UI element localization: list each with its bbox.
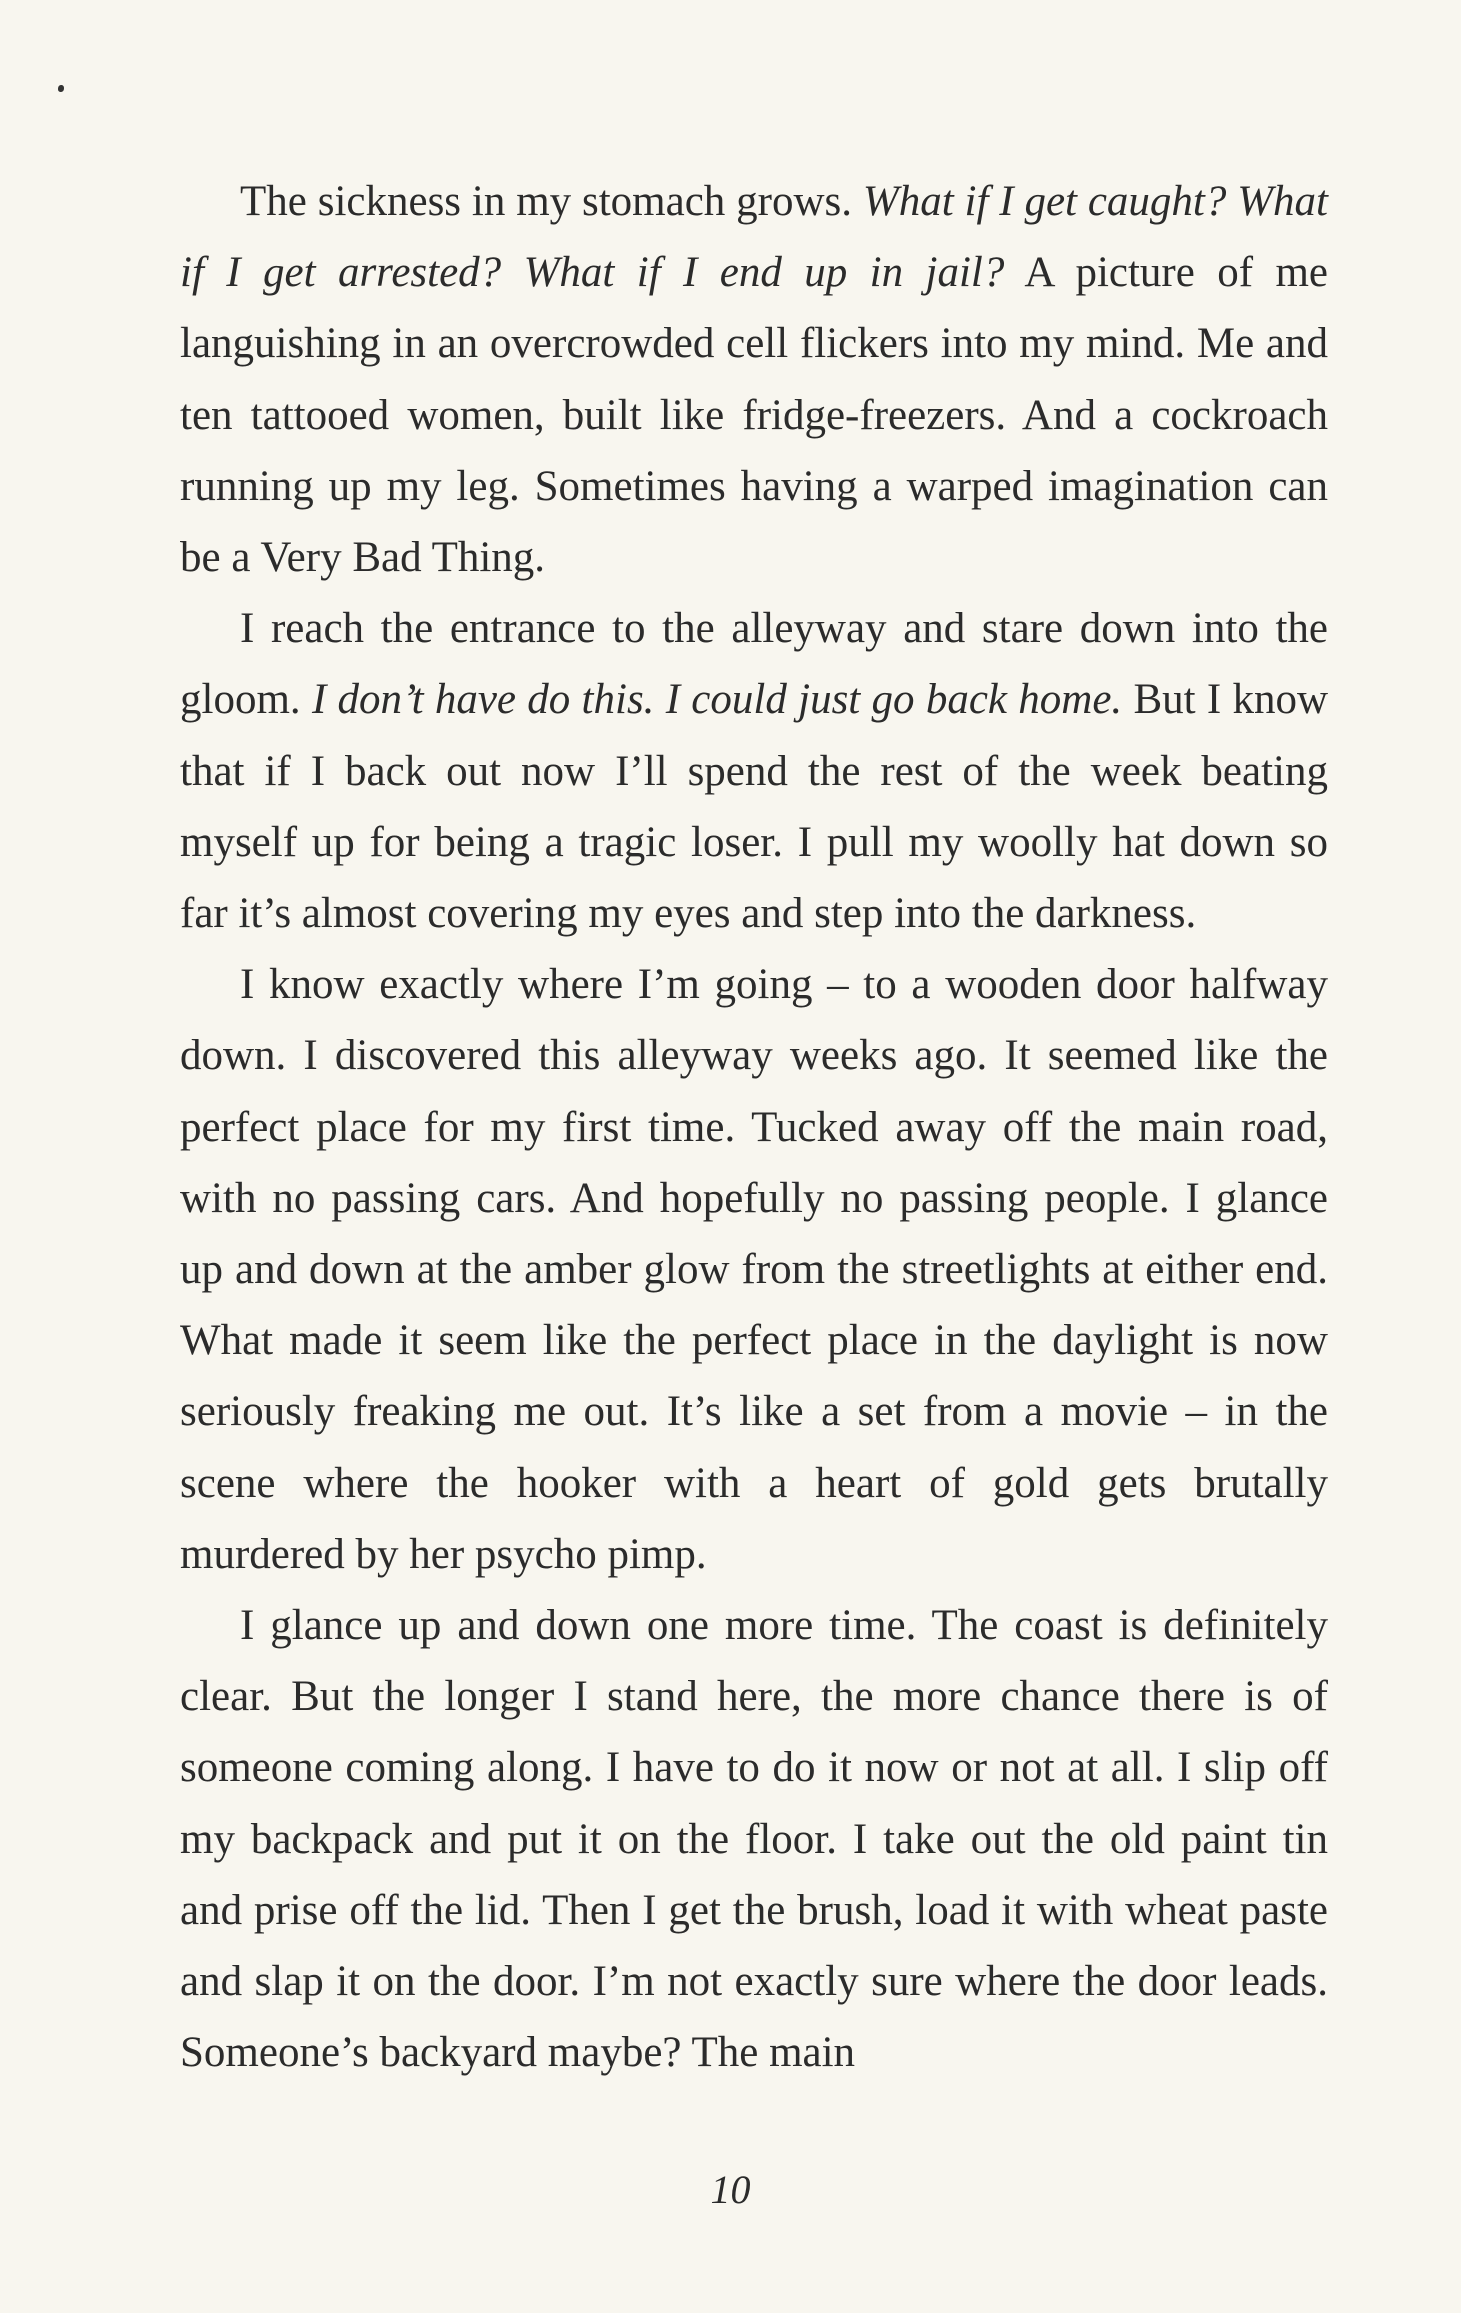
- text-segment: A picture of me languishing in an overcrowded cell flickers into my mind. Me and ten tattooed women, built like fridge-freezers. And a cockroach running up my leg. Sometimes having a warped imagination can be a Very Bad Thing.: [180, 249, 1328, 582]
- page-number: 10: [710, 2167, 751, 2212]
- text-segment: The sickness in my stomach grows.: [240, 178, 863, 225]
- text-segment: I know exactly where I’m going – to a wooden door halfway down. I discovered this alleyway weeks ago. It seemed like the perfect place for my first time. Tucked away off the main road, with no passing cars. And hopefully no passing people. I glance up and down at the amber glow from the streetlights at either end. What made it seem like the perfect place in the daylight is now seriously freaking me out. It’s like a set from a movie – in the scene where the hooker with a heart of gold gets brutally murdered by her psycho pimp.: [180, 961, 1328, 1578]
- paragraph-3: [180, 949, 1328, 1590]
- paragraph-4: [180, 1590, 1328, 2088]
- italic-thought: I don’t have do this. I could just go back home.: [311, 676, 1123, 724]
- italic-thought: What if I get caught? What if I get arrested? What if I end up in jail?: [180, 178, 1328, 297]
- ink-speck: [58, 85, 64, 92]
- text-segment: But I know that if I back out now I’ll spend the rest of the week beating myself up for being a tragic loser. I pull my woolly hat down so far it’s almost covering my eyes and step into the darkness.: [180, 676, 1328, 938]
- paragraph-1: [180, 166, 1328, 593]
- paragraph-2: [180, 593, 1328, 949]
- text-segment: I reach the entrance to the alleyway and stare down into the gloom.: [180, 605, 1328, 724]
- body-text: [180, 166, 1328, 2088]
- text-segment: I glance up and down one more time. The coast is definitely clear. But the longer I stand here, the more chance there is of someone coming along. I have to do it now or not at all. I slip off my backpack and put it on the floor. I take out the old paint tin and prise off the lid. Then I get the brush, load it with wheat paste and slap it on the door. I’m not exactly sure where the door leads. Someone’s backyard maybe? The main: [180, 1602, 1328, 2077]
